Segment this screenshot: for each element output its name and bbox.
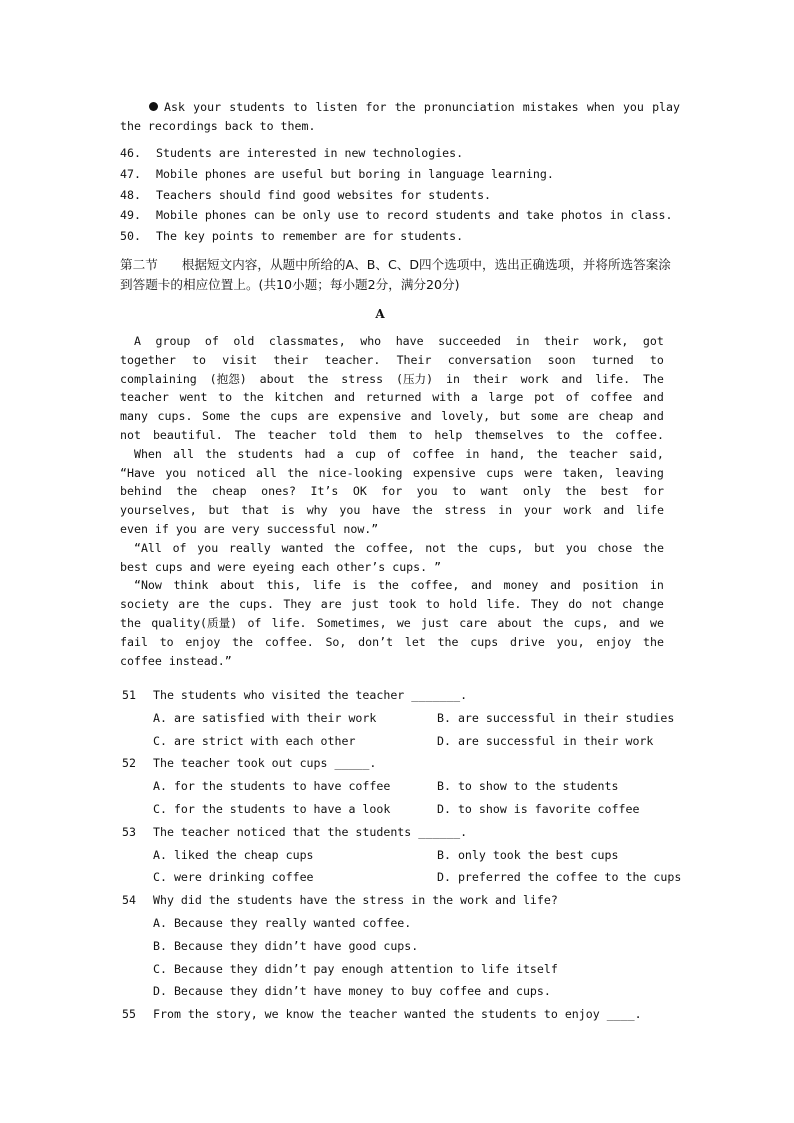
passage-line: together to visit their teacher. Their conversation soon turned to [120, 352, 664, 367]
statement-item [120, 227, 673, 248]
question-stem [122, 686, 702, 709]
statement-text: Teachers should find good websites for students. [156, 187, 492, 202]
answer-option: D. to show is favorite coffee [437, 801, 640, 816]
passage-line: “Now think about this, life is the coffee, and money and position in [120, 578, 664, 593]
statement-item [120, 186, 673, 207]
passage-line: society are the cups. They are just took to hold life. They do not change [120, 597, 664, 612]
passage-line: not beautiful. The teacher told them to help themselves to the coffee. [120, 427, 664, 442]
statement-list [120, 144, 673, 248]
passage-line: behind the cheap ones? It’s OK for you to want only the best for [120, 484, 664, 499]
passage-line: even if you are very successful now.” [120, 521, 379, 536]
answer-option: A. are satisfied with their work [153, 710, 377, 725]
question-text: The students who visited the teacher _______. [153, 688, 468, 702]
question-text: Why did the students have the stress in the work and life? [153, 893, 558, 908]
answer-option: D. Because they didn’t have money to buy coffee and cups. [153, 984, 551, 999]
answer-option: B. to show to the students [437, 779, 619, 794]
statement-number: 47. [120, 166, 141, 181]
answer-option: B. are successful in their studies [437, 710, 675, 725]
question-stem [122, 891, 702, 914]
question-list [122, 686, 702, 1028]
passage-line: many cups. Some the cups are expensive and lovely, but some are cheap and [120, 409, 664, 424]
statement-text: Mobile phones are useful but boring in language learning. [156, 166, 554, 181]
passage-line: the quality(质量) of life. Sometimes, we just care about the cups, and we [120, 615, 664, 630]
answer-option: C. are strict with each other [153, 733, 356, 748]
passage-title: A [375, 307, 385, 321]
statement-item [120, 144, 673, 165]
passage-line: yourselves, but that is why you have the stress in your work and life [120, 503, 664, 518]
passage-body [120, 332, 664, 670]
answer-option-row [122, 777, 702, 800]
answer-option: C. for the students to have a look [153, 801, 391, 816]
bullet-dot-icon [149, 102, 158, 111]
passage-line: “Have you noticed all the nice-looking expensive cups were taken, leaving [120, 465, 664, 480]
statement-text: The key points to remember are for students. [156, 229, 464, 244]
question-text: The teacher noticed that the students ______. [153, 824, 468, 839]
question-stem [122, 754, 702, 777]
statement-number: 50. [120, 229, 141, 244]
passage-line: “All of you really wanted the coffee, not the cups, but you chose the [120, 540, 664, 555]
question-number: 54 [122, 893, 136, 908]
statement-item [120, 206, 673, 227]
passage-line: best cups and were eyeing each other’s cups. ” [120, 559, 442, 574]
question-stem [122, 1005, 702, 1028]
bullet-text: Ask your students to listen for the pronunciation mistakes when you play the recordings back to them. [120, 100, 680, 133]
question-number: 55 [122, 1007, 136, 1022]
passage-line: coffee instead.” [120, 653, 232, 668]
answer-option-row [122, 709, 702, 732]
answer-option: B. Because they didn’t have good cups. [153, 938, 419, 953]
answer-option: D. preferred the coffee to the cups [437, 870, 682, 885]
statement-number: 49. [120, 208, 141, 223]
answer-option: A. Because they really wanted coffee. [153, 915, 412, 930]
question-number: 52 [122, 756, 136, 771]
question-text: The teacher took out cups _____. [153, 756, 377, 771]
answer-option: D. are successful in their work [437, 733, 654, 748]
statement-item [120, 165, 673, 186]
passage-line: When all the students had a cup of coffee in hand, the teacher said, [120, 446, 664, 461]
passage-line: teacher went to the kitchen and returned with a large pot of coffee and [120, 390, 664, 405]
answer-option: C. Because they didn’t pay enough attention to life itself [153, 961, 558, 976]
answer-option-row [122, 732, 702, 755]
statement-text: Mobile phones can be only use to record students and take photos in class. [156, 208, 673, 223]
answer-option: C. were drinking coffee [153, 870, 314, 885]
question-text: From the story, we know the teacher wanted the students to enjoy ____. [153, 1007, 642, 1022]
answer-option-row [122, 800, 702, 823]
section-instructions [120, 255, 680, 295]
section-heading: 第二节 [120, 257, 158, 272]
statement-number: 46. [120, 146, 141, 160]
passage-line: A group of old classmates, who have succeeded in their work, got [120, 334, 664, 348]
question-number: 51 [122, 688, 136, 702]
passage-line: fail to enjoy the coffee. So, don’t let the cups drive you, enjoy the [120, 634, 664, 649]
answer-option-row [122, 846, 702, 869]
statement-text: Students are interested in new technologies. [156, 146, 464, 160]
statement-number: 48. [120, 187, 141, 202]
answer-option: B. only took the best cups [437, 847, 619, 862]
bullet-tip [120, 98, 680, 136]
section-text: 根据短文内容，从题中所给的A、B、C、D四个选项中，选出正确选项，并将所选答案涂到答题卡的相应位置上。(共10小题；每小题2分，满分20分) [120, 257, 671, 292]
answer-option: A. for the students to have coffee [153, 779, 391, 794]
answer-option: A. liked the cheap cups [153, 847, 314, 862]
question-stem [122, 823, 702, 846]
question-number: 53 [122, 824, 136, 839]
answer-option-row [122, 868, 702, 891]
passage-line: complaining (抱怨) about the stress (压力) in their work and life. The [120, 371, 664, 386]
